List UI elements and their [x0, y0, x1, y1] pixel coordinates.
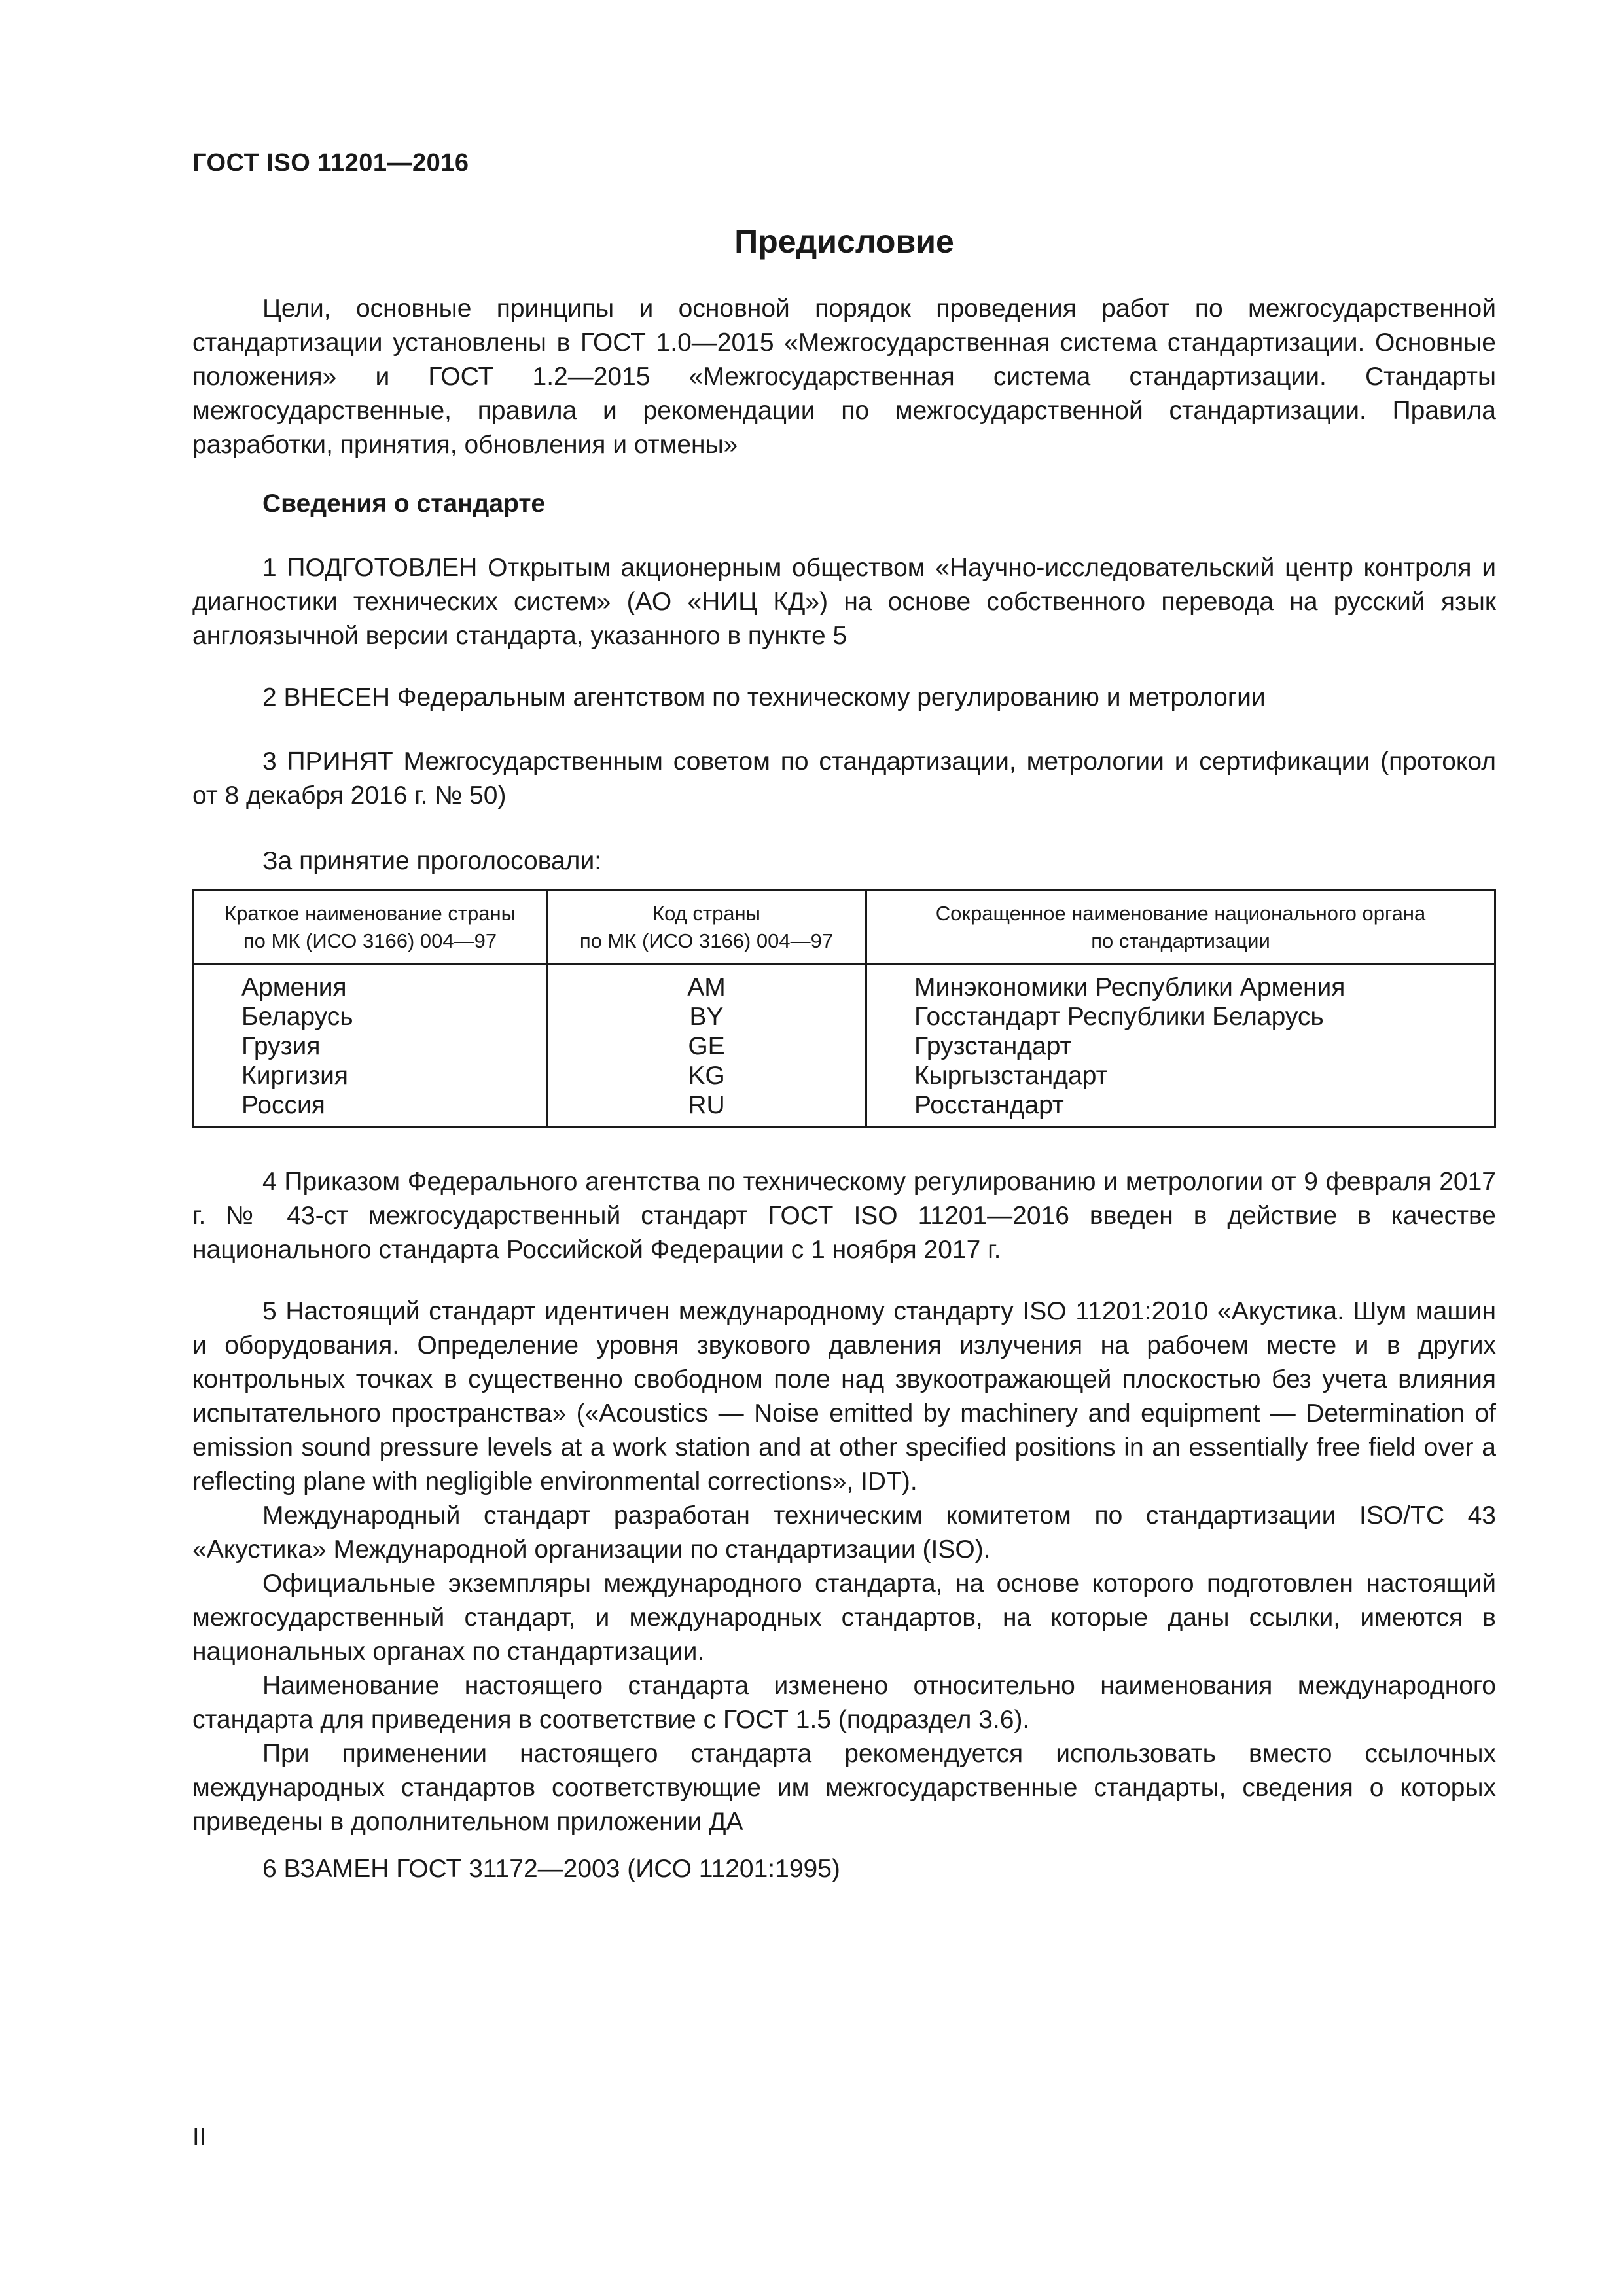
- body-cell: Грузстандарт: [866, 1031, 1495, 1061]
- code-cell: RU: [547, 1090, 866, 1128]
- code-cell: KG: [547, 1061, 866, 1090]
- body-cell: Госстандарт Республики Беларусь: [866, 1002, 1495, 1031]
- item-3-adopted: 3 ПРИНЯТ Межгосударственным советом по стандартизации, метрологии и сертификации (протокол от 8 декабря 2016 г. № 50): [192, 747, 1496, 810]
- item-2-introduced: 2 ВНЕСЕН Федеральным агентством по техническому регулированию и метрологии: [262, 683, 1266, 711]
- table-header-row: [194, 890, 1495, 964]
- item-5-official-copies: Официальные экземпляры международного стандарта, на основе которого подготовлен настоящий межгосударственный стандарт, и международных стандартов, на которые даны ссылки, имеются в национальных органах по стандартизации.: [192, 1570, 1496, 1666]
- country-cell: Россия: [194, 1090, 547, 1128]
- country-cell: Грузия: [194, 1031, 547, 1061]
- item-1-prepared: 1 ПОДГОТОВЛЕН Открытым акционерным обществом «Научно-исследовательский центр контроля и диагностики технических систем» (АО «НИЦ КД») на основе собственного перевода на русский язык англоязычной версии стандарта, указанного в пункте 5: [192, 554, 1496, 650]
- country-cell: Армения: [194, 964, 547, 1003]
- body-cell: Кыргызстандарт: [866, 1061, 1495, 1090]
- table-row: [194, 1002, 1495, 1031]
- code-cell: BY: [547, 1002, 866, 1031]
- item-6-replaces: 6 ВЗАМЕН ГОСТ 31172—2003 (ИСО 11201:1995): [262, 1855, 840, 1883]
- table-row: [194, 1061, 1495, 1090]
- item-5-identical: 5 Настоящий стандарт идентичен международному стандарту ISO 11201:2010 «Акустика. Шум машин и оборудования. Определение уровня звукового давления излучения на рабочем месте и в других контрольных точках в существенно свободном поле над звукоотражающей плоскостью без учета влияния испытательного пространства» («Acoustics — Noise emitted by machinery and equipment — Determination of emission sound pressure levels at a work station and at other specified positions in an essentially free field over a reflecting plane with negligible environmental corrections», IDT).: [192, 1297, 1496, 1496]
- item-5-committee: Международный стандарт разработан техническим комитетом по стандартизации ISO/TC 43 «Акустика» Международной организации по стандартизации (ISO).: [192, 1501, 1496, 1564]
- page-number: II: [192, 2124, 207, 2151]
- item-5-name-change: Наименование настоящего стандарта изменено относительно наименования международного стандарта для приведения в соответствие с ГОСТ 1.5 (подраздел 3.6).: [192, 1672, 1496, 1734]
- country-cell: Беларусь: [194, 1002, 547, 1031]
- voting-table: [192, 889, 1496, 1128]
- vote-intro: За принятие проголосовали:: [262, 847, 602, 875]
- item-5-application: При применении настоящего стандарта рекомендуется использовать вместо ссылочных международных стандартов соответствующие им межгосударственные стандарты, сведения о которых приведены в дополнительном приложении ДА: [192, 1740, 1496, 1836]
- table-header-body: Сокращенное наименование национального органа по стандартизации: [866, 890, 1495, 964]
- body-cell: Росстандарт: [866, 1090, 1495, 1128]
- table-row: [194, 1090, 1495, 1128]
- intro-paragraph: Цели, основные принципы и основной порядок проведения работ по межгосударственной стандартизации установлены в ГОСТ 1.0—2015 «Межгосударственная система стандартизации. Основные положения» и ГОСТ 1.2—2015 «Межгосударственная система стандартизации. Стандарты межгосударственные, правила и рекомендации по межгосударственной стандартизации. Правила разработки, принятия, обновления и отмены»: [192, 295, 1496, 459]
- table-row: [194, 964, 1495, 1003]
- table-header-country: Краткое наименование страны по МК (ИСО 3166) 004—97: [194, 890, 547, 964]
- page-title: Предисловие: [734, 223, 954, 260]
- body-cell: Минэкономики Республики Армения: [866, 964, 1495, 1003]
- country-cell: Киргизия: [194, 1061, 547, 1090]
- section-subheading: Сведения о стандарте: [262, 490, 546, 518]
- code-cell: AM: [547, 964, 866, 1003]
- table-row: [194, 1031, 1495, 1061]
- code-cell: GE: [547, 1031, 866, 1061]
- document-id-header: ГОСТ ISO 11201—2016: [192, 149, 469, 177]
- item-4-order: 4 Приказом Федерального агентства по техническому регулированию и метрологии от 9 февраля 2017 г. № 43-ст межгосударственный стандарт ГОСТ ISO 11201—2016 введен в действие в качестве национального стандарта Российской Федерации с 1 ноября 2017 г.: [192, 1168, 1496, 1264]
- table-header-code: Код страны по МК (ИСО 3166) 004—97: [547, 890, 866, 964]
